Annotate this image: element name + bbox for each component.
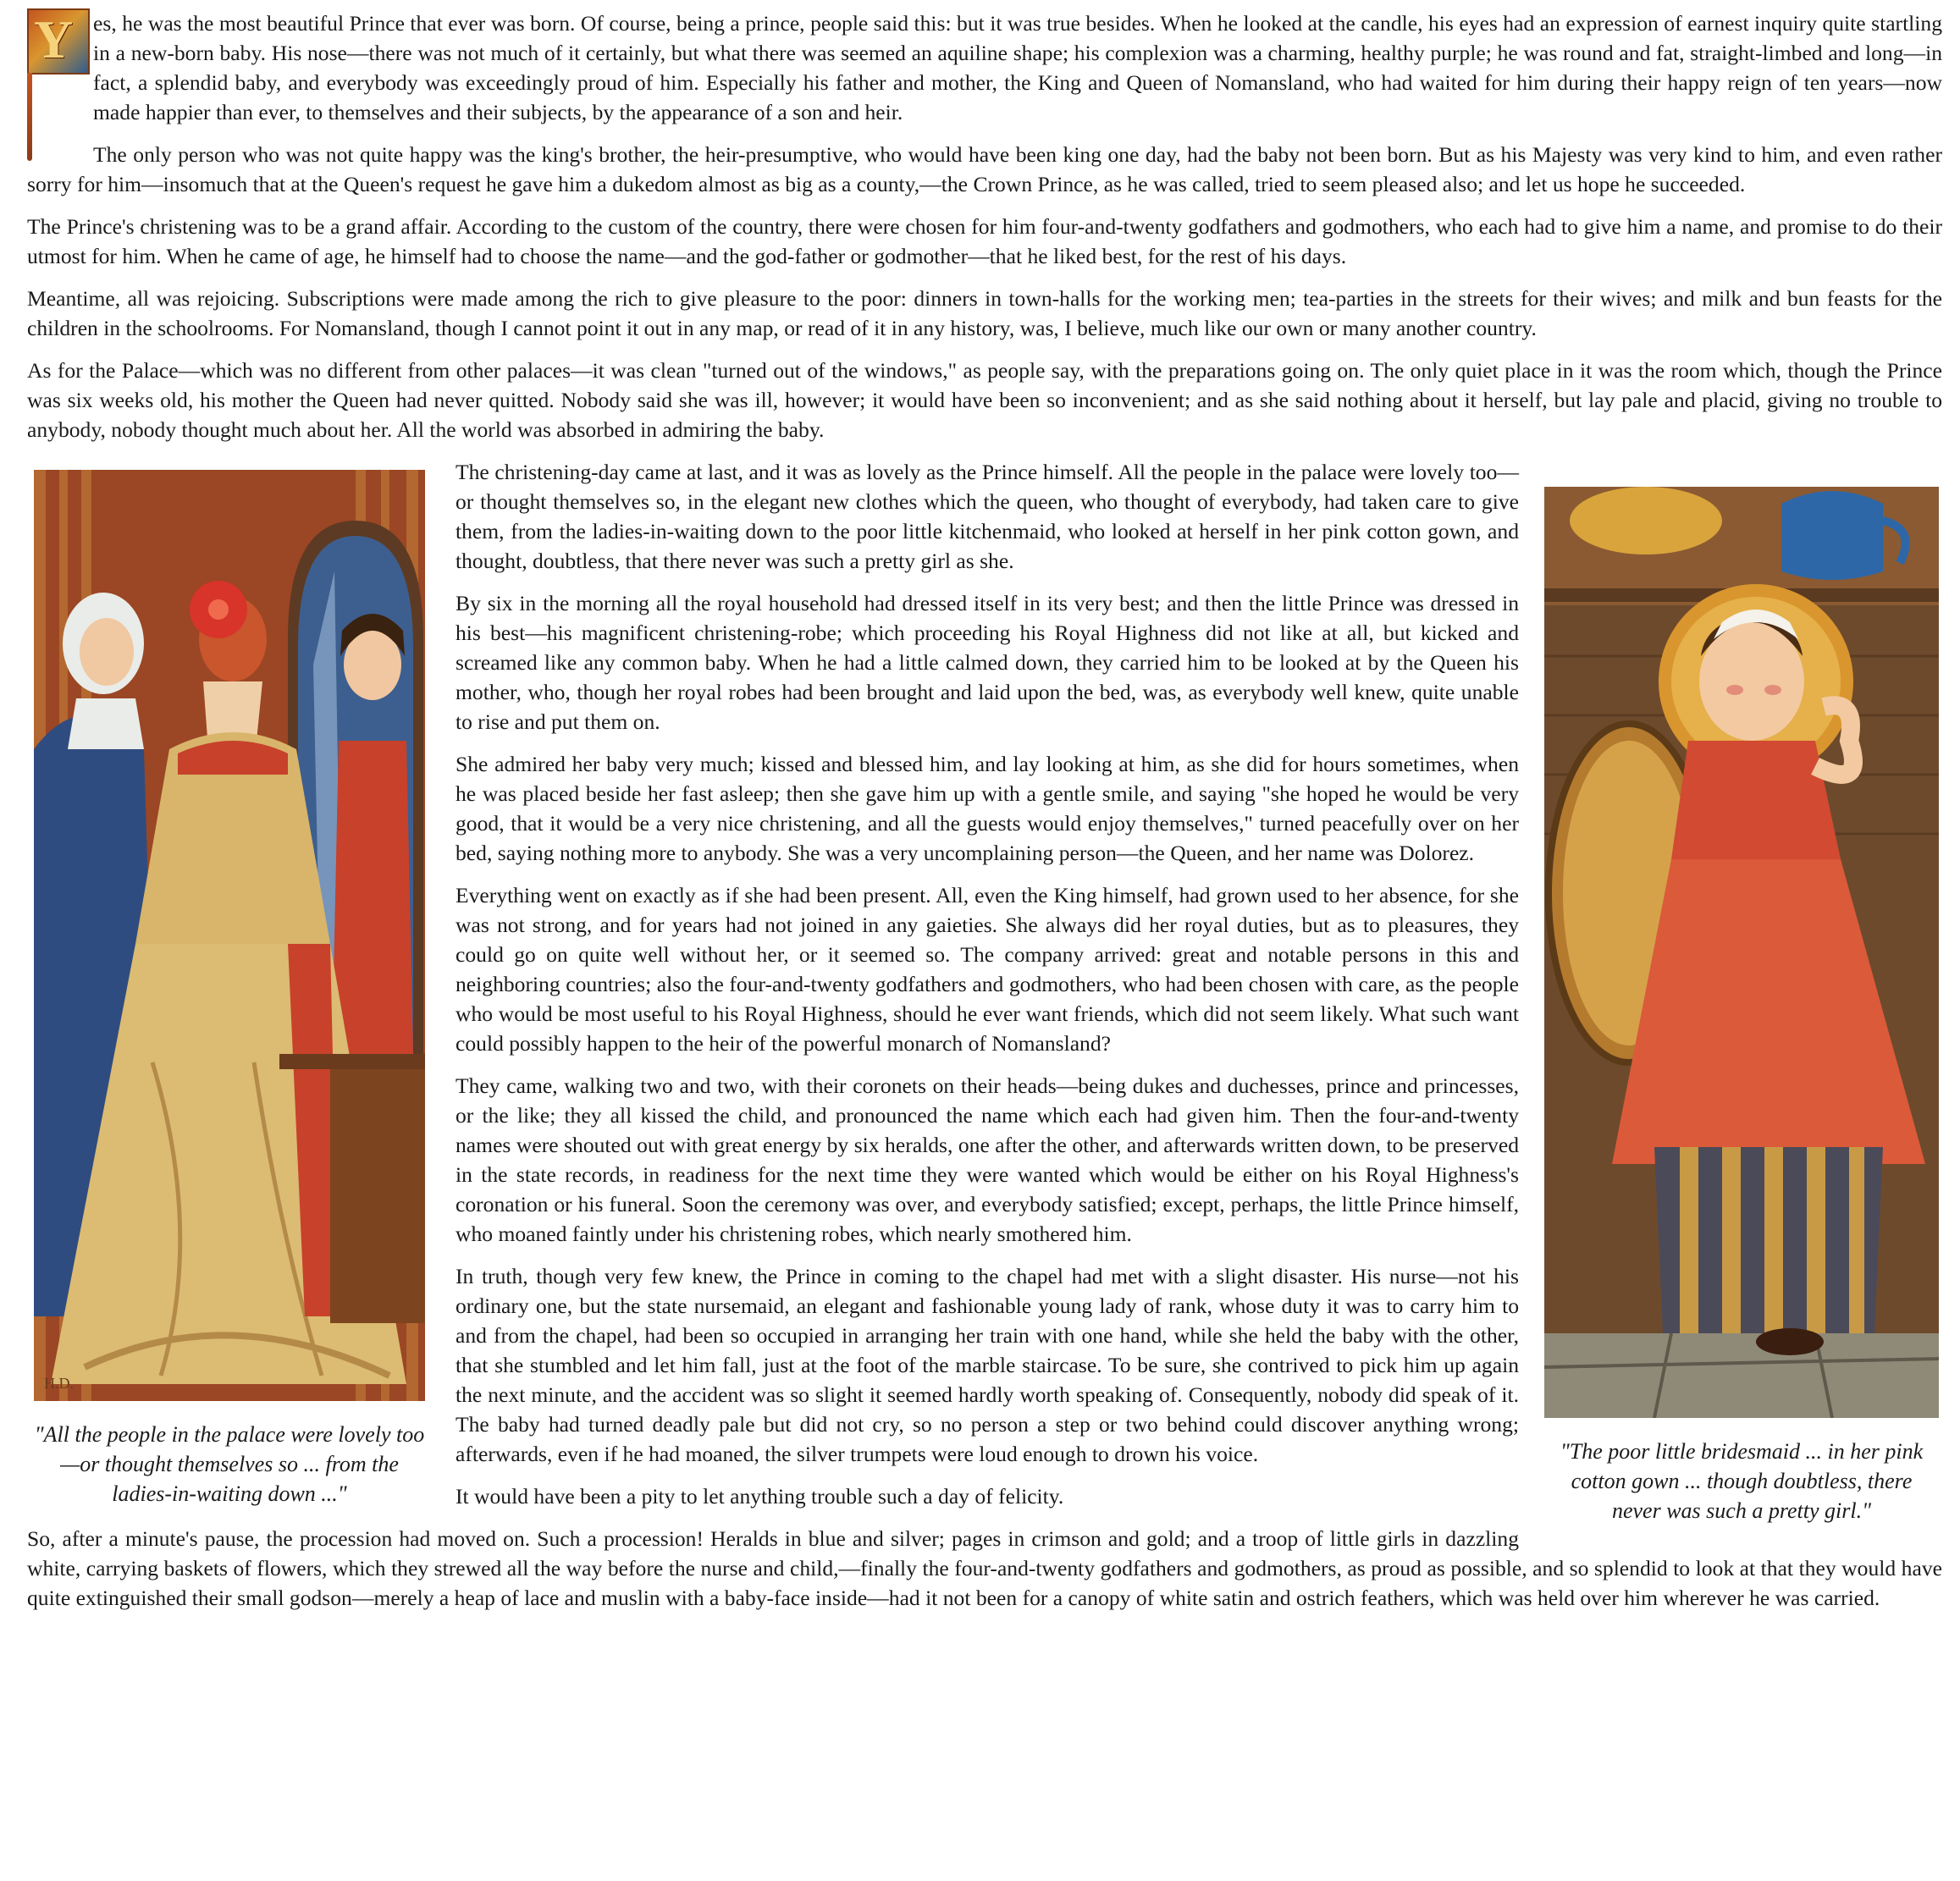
paragraph: She admired her baby very much; kissed and blessed him, and lay looking at him, as she did for hours sometimes, when he was placed beside her fast asleep; then she gave him up with a gentle smile, and saying "she hoped he would be very good, that it would be a very nice christening, and all the guests would enjoy themselves," turned peacefully over on her bed, saying nothing more to anybody. She was a very uncomplaining person—the Queen, and her name was Dolorez. bbox=[455, 752, 1519, 865]
paragraph: As for the Palace—which was no different from other palaces—it was clean "turned out of the windows," as people say, with the preparations going on. The only quiet place in it was the room which, though the Prince was six weeks old, his mother the Queen had never quitted. Nobody said she was ill, however; it would have been so inconvenient; and as she said nothing about it herself, but lay pale and placid, giving no trouble to anybody, nobody thought much about her. All the world was absorbed in admiring the baby. bbox=[27, 358, 1942, 442]
paragraph: The only person who was not quite happy was the king's brother, the heir-presumptive, who would have been king one day, had the baby not been born. But as his Majesty was very kind to him, and even rather sorry for him—insomuch that at the Queen's request he gave him a dukedom almost as big as a county,—the Crown Prince, as he was called, tried to seem pleased also; and let us hope he succeeded. bbox=[27, 142, 1942, 196]
paragraph: Everything went on exactly as if she had been present. All, even the King himself, had grown used to her absence, for she was not strong, and for years had not joined in any gaieties. She always did her royal duties, but as to pleasures, they could go on quite well without her, or it seemed so. The company arrived: great and notable persons in this and neighboring countries; also the four-and-twenty godfathers and godmothers, who had been chosen with care, as the people who would be most useful to his Royal Highness, should he ever want friends, which did not seem likely. What such want could possibly happen to the heir of the powerful monarch of Nomansland? bbox=[455, 883, 1519, 1056]
figure-right-caption-emphasis: girl bbox=[1825, 1498, 1857, 1523]
dropcap-letter: Y bbox=[34, 9, 74, 69]
figure-right-caption-end: ." bbox=[1856, 1498, 1872, 1523]
figure-left-caption: "All the people in the palace were lovely too—or thought themselves so ... from the ladies-in-waiting down ..." bbox=[34, 1422, 425, 1506]
paragraph: In truth, though very few knew, the Prince in coming to the chapel had met with a slight disaster. His nurse—not his ordinary one, but the state nursemaid, an elegant and fashionable young lady of rank, whose duty it was to carry him to and from the chapel, had been so occupied in arranging her train with one hand, while she held the baby with the other, that she stumbled and let him fall, just at the foot of the marble staircase. To be sure, she contrived to pick him up again the next minute, and the accident was so slight it seemed hardly worth speaking of. Consequently, nobody did speak of it. The baby had turned deadly pale but did not cry, so no person a step or two behind could discover anything wrong; afterwards, even if he had moaned, the silver trumpets were loud enough to drown his voice. bbox=[455, 1264, 1519, 1466]
illustration-signature: H.D. bbox=[44, 1375, 74, 1392]
paragraph: By six in the morning all the royal household had dressed itself in its very best; and then the little Prince was dressed in his best—his magnificent christening-robe; which proceeding his Royal Highness did not like at all, but kicked and screamed like any common baby. When he had a little calmed down, they carried him to be looked at by the Queen his mother, who, though her royal robes had been brought and laid upon the bed, was, as everybody well knew, quite unable to rise and put them on. bbox=[455, 591, 1519, 734]
figure-right-caption-main: "The poor little bridesmaid ... in her pink cotton gown ... though doubtless, there never was such a pretty bbox=[1560, 1439, 1924, 1523]
illustration-ladies-mirror bbox=[34, 470, 425, 1401]
figure-left bbox=[30, 470, 428, 1509]
paragraph: It would have been a pity to let anything trouble such a day of felicity. bbox=[455, 1484, 1064, 1509]
figure-right bbox=[1544, 487, 1939, 1525]
paragraph: The christening-day came at last, and it was as lovely as the Prince himself. All the people in the palace were lovely too—or thought themselves so, in the elegant new clothes which the queen, who thought of everybody, had taken care to give them, from the ladies-in-waiting down to the poor little kitchenmaid, who looked at herself in her pink cotton gown, and thought, doubtless, that there never was such a pretty girl as she. bbox=[455, 460, 1519, 573]
paragraph: So, after a minute's pause, the procession had moved on. Such a procession! Heralds in blue and silver; pages in crimson and gold; and a troop of little girls in dazzling white, carrying baskets of flowers, which they strewed all the way before the nurse and child,—finally the four-and-twenty godfathers and godmothers, as proud as possible, and so splendid to look at that they would have quite extinguished their small godson—merely a heap of lace and muslin with a baby-face inside—had it not been for a canopy of white satin and ostrich feathers, which was held over him wherever he was carried. bbox=[27, 1526, 1942, 1610]
paragraph: es, he was the most beautiful Prince that ever was born. Of course, being a prince, people said this: but it was true besides. When he looked at the candle, his eyes had an expression of earnest inquiry quite startling in a new-born baby. His nose—there was not much of it certainly, but what there was seemed an aquiline shape; his complexion was a charming, healthy purple; he was round and fat, straight-limbed and long—in fact, a splendid baby, and everybody was exceedingly proud of him. Especially his father and mother, the King and Queen of Nomansland, who had waited for him during their happy reign of ten years—now made happier than ever, to themselves and their subjects, by the appearance of a son and heir. bbox=[93, 11, 1942, 124]
paragraph: The Prince's christening was to be a grand affair. According to the custom of the country, there were chosen for him four-and-twenty godfathers and godmothers, who each had to give him a name, and promise to do their utmost for him. When he came of age, he himself had to choose the name—and the god-father or godmother—that he liked best, for the rest of his days. bbox=[27, 214, 1942, 268]
dropcap-stem bbox=[27, 73, 32, 161]
figure-right-caption bbox=[1544, 1437, 1939, 1525]
illustration-kitchenmaid-tambourine bbox=[1544, 487, 1939, 1418]
dropcap-illuminated-letter bbox=[25, 8, 90, 164]
story-page bbox=[27, 8, 1942, 1625]
paragraph: Meantime, all was rejoicing. Subscriptions were made among the rich to give pleasure to the poor: dinners in town-halls for the working men; tea-parties in the streets for their wives; and milk and bun feasts for the children in the schoolrooms. For Nomansland, though I cannot point it out in any map, or read of it in any history, was, I believe, much like our own or many another country. bbox=[27, 286, 1942, 340]
paragraph: They came, walking two and two, with their coronets on their heads—being dukes and duchesses, prince and princesses, or the like; they all kissed the child, and pronounced the name which each had given him. Then the four-and-twenty names were shouted out with great energy by six heralds, one after the other, and afterwards written down, to be preserved in the state records, in readiness for the next time they were wanted which would be either on his Royal Highness's coronation or his funeral. Soon the ceremony was over, and everybody satisfied; except, perhaps, the little Prince himself, who moaned faintly under his christening robes, which nearly smothered him. bbox=[455, 1073, 1519, 1246]
